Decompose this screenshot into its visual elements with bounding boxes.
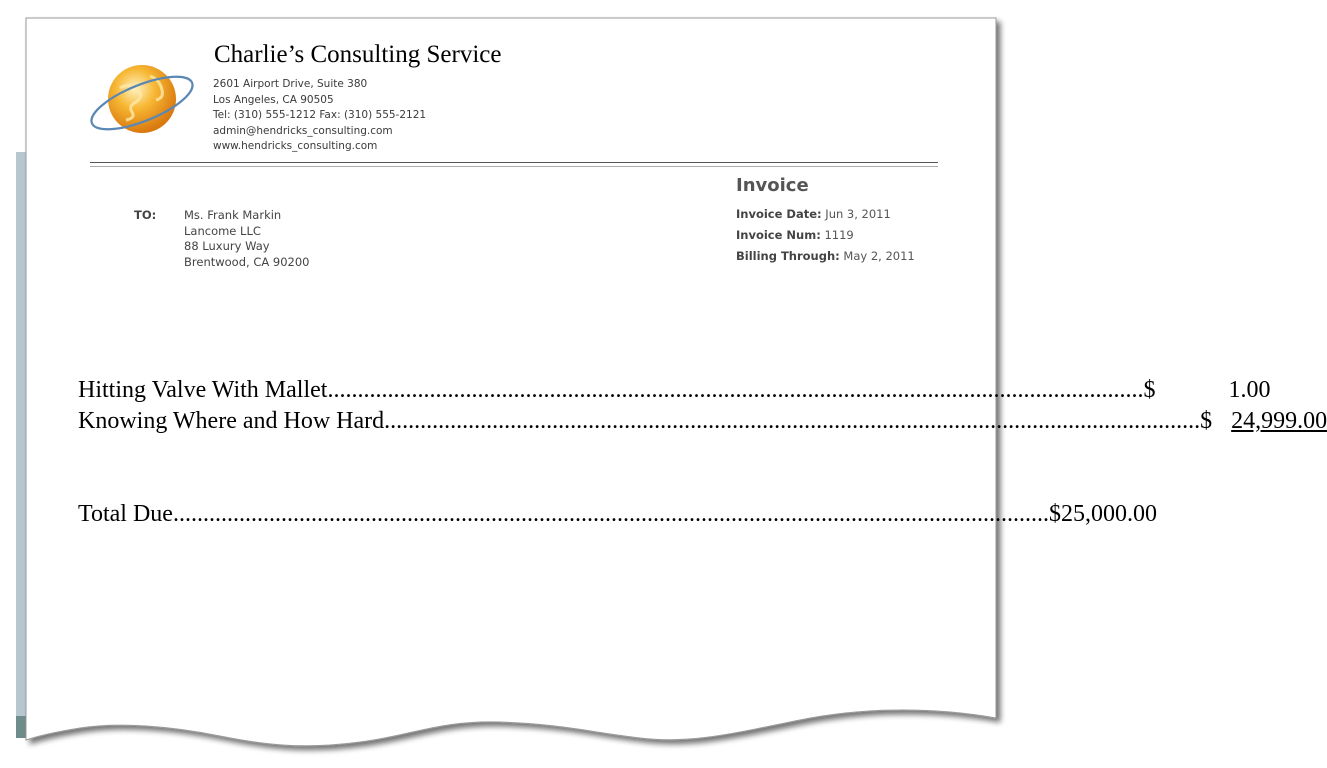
company-address-line1: 2601 Airport Drive, Suite 380 xyxy=(213,78,368,90)
recipient-street: 88 Luxury Way xyxy=(184,239,270,254)
invoice-num-row xyxy=(736,225,915,246)
line-item-row xyxy=(78,406,1327,437)
line-items xyxy=(78,375,1327,530)
invoice-date-label: Invoice Date: xyxy=(736,207,822,221)
header-divider-secondary xyxy=(90,166,938,167)
globe-icon xyxy=(84,58,202,144)
invoice-num-value: 1119 xyxy=(824,228,854,242)
line-item-description: Knowing Where and How Hard xyxy=(78,408,385,434)
invoice-date-value: Jun 3, 2011 xyxy=(825,207,891,221)
company-name: Charlie’s Consulting Service xyxy=(214,41,502,68)
recipient-company: Lancome LLC xyxy=(184,223,261,238)
total-label: Total Due xyxy=(78,501,173,527)
invoice-title: Invoice xyxy=(736,175,809,196)
line-item-description: Hitting Valve With Mallet xyxy=(78,377,328,403)
invoice-date-row xyxy=(736,204,915,225)
total-row xyxy=(78,499,1157,530)
company-email: admin@hendricks_consulting.com xyxy=(213,124,393,137)
total-amount: $25,000.00 xyxy=(1048,501,1157,527)
recipient-city: Brentwood, CA 90200 xyxy=(184,254,310,269)
recipient-name: Ms. Frank Markin xyxy=(184,208,282,222)
billing-through-row xyxy=(736,246,915,267)
line-item-amount: 24,999.00 xyxy=(1231,408,1327,434)
line-item-row xyxy=(78,375,1271,406)
line-item-amount-wrap xyxy=(1212,406,1327,437)
leader-dots: .................................................................................................................................................. xyxy=(172,501,1049,527)
recipient-label: TO: xyxy=(134,208,157,222)
company-contact-block xyxy=(213,77,426,155)
billing-through-label: Billing Through: xyxy=(736,249,840,263)
billing-through-value: May 2, 2011 xyxy=(843,249,915,263)
company-website: www.hendricks_consulting.com xyxy=(213,140,378,153)
line-item-amount: 1.00 xyxy=(1228,377,1271,403)
invoice-num-label: Invoice Num: xyxy=(736,228,821,242)
recipient-address xyxy=(184,208,309,270)
invoice-meta xyxy=(736,204,915,267)
line-item-currency: $ xyxy=(1200,408,1213,434)
header-divider xyxy=(90,162,938,163)
company-address-line2: Los Angeles, CA 90505 xyxy=(213,93,334,106)
company-phone-fax: Tel: (310) 555-1212 Fax: (310) 555-2121 xyxy=(213,109,427,122)
leader-dots: ........................................................................................................................................ xyxy=(327,377,1144,403)
leader-dots: ........................................................................................................................................ xyxy=(384,408,1201,434)
line-item-currency: $ xyxy=(1143,377,1156,403)
